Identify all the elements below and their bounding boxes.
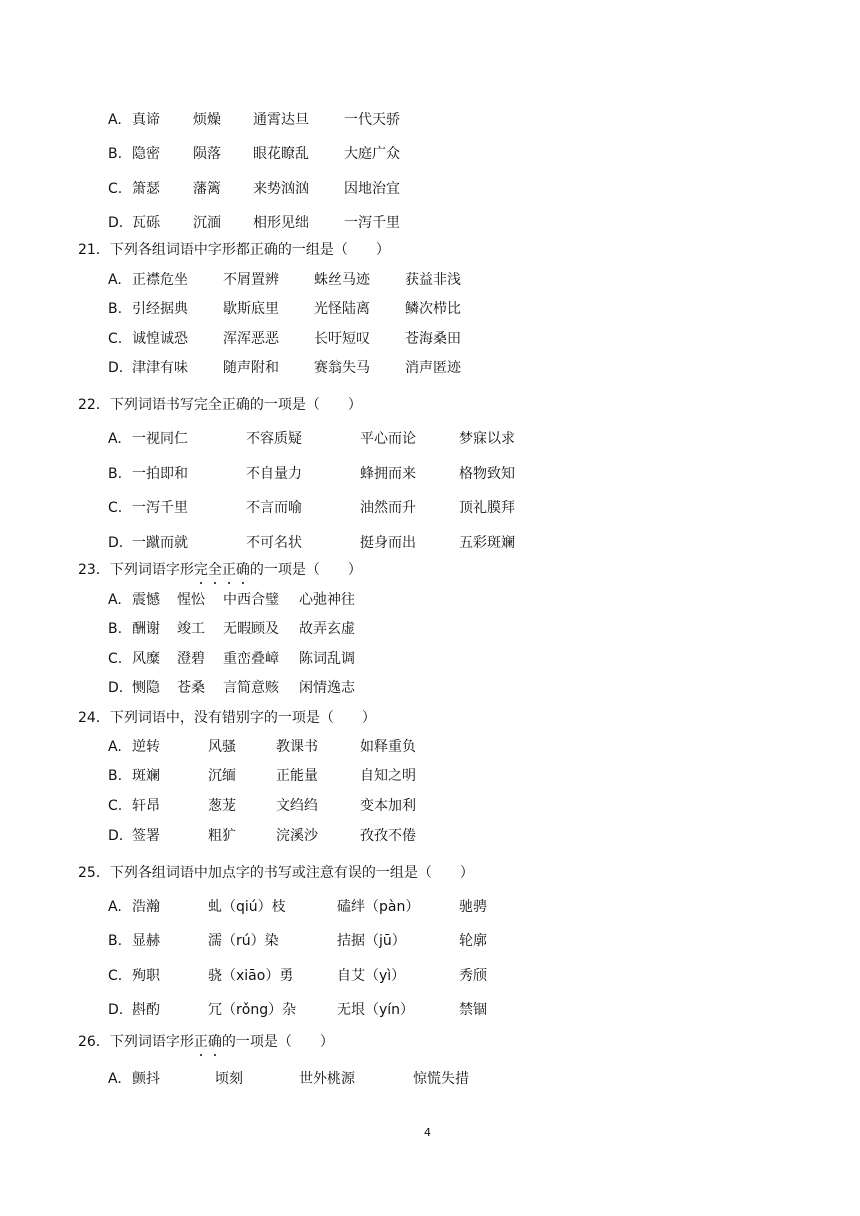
- option-word: 驰骋: [459, 899, 487, 915]
- option-label: B.: [108, 621, 123, 637]
- option-label: B.: [108, 933, 123, 949]
- option-word: 恻隐: [132, 680, 160, 696]
- page-number: 4: [424, 1126, 431, 1139]
- option-label: B.: [108, 146, 123, 162]
- stem-text: 26．下列词语字形: [78, 1034, 194, 1050]
- option-word: 相形见绌: [253, 215, 309, 231]
- dotted-char: 确: [235, 562, 250, 578]
- option-word: 虬（qiú）枝: [208, 899, 286, 915]
- option-label: D.: [108, 535, 124, 551]
- option-word: 拮据（jū）: [337, 933, 406, 949]
- option-label: C.: [108, 651, 123, 667]
- option-word: 无垠（yín）: [337, 1002, 415, 1018]
- option-word: 苍桑: [177, 680, 205, 696]
- option-label: D.: [108, 360, 124, 376]
- option-word: 浣溪沙: [276, 828, 318, 844]
- option-word: 孜孜不倦: [360, 828, 416, 844]
- dotted-char: 全: [207, 562, 222, 578]
- option-word: 油然而升: [360, 500, 416, 516]
- option-word: 格物致知: [459, 466, 515, 482]
- option-label: A.: [108, 1071, 122, 1087]
- option-word: 不可名状: [246, 535, 302, 551]
- option-word: 五彩斑斓: [459, 535, 515, 551]
- option-word: 故弄玄虚: [299, 621, 355, 637]
- option-word: 秀颀: [459, 968, 487, 984]
- option-word: 酬谢: [132, 621, 160, 637]
- option-word: 不容质疑: [246, 431, 302, 447]
- option-word: 骁（xiāo）勇: [208, 968, 294, 984]
- option-word: 惺忪: [177, 592, 205, 608]
- option-word: 冗（rǒng）杂: [208, 1002, 297, 1018]
- option-word: 平心而论: [360, 431, 416, 447]
- option-word: 濡（rú）染: [208, 933, 279, 949]
- option-word: 自艾（yì）: [337, 968, 406, 984]
- option-word: 教课书: [276, 739, 318, 755]
- option-word: 禁锢: [459, 1002, 487, 1018]
- option-label: C.: [108, 181, 123, 197]
- option-word: 蜂拥而来: [360, 466, 416, 482]
- option-word: 签署: [132, 828, 160, 844]
- option-word: 变本加利: [360, 798, 416, 814]
- dotted-char: 确: [207, 1034, 222, 1050]
- option-word: 来势汹汹: [253, 181, 309, 197]
- option-word: 梦寐以求: [459, 431, 515, 447]
- option-word: 粗犷: [208, 828, 236, 844]
- option-word: 文绉绉: [276, 798, 318, 814]
- dotted-char: 完: [193, 562, 208, 578]
- option-word: 通霄达旦: [253, 112, 309, 128]
- emphasis-dotted-text: [194, 1034, 222, 1050]
- option-word: 自知之明: [360, 768, 416, 784]
- option-label: A.: [108, 899, 122, 915]
- option-word: 斟酌: [132, 1002, 160, 1018]
- option-word: 葱茏: [208, 798, 236, 814]
- option-word: 沉缅: [208, 768, 236, 784]
- option-word: 陈词乱调: [299, 651, 355, 667]
- option-word: 消声匿迹: [405, 360, 461, 376]
- option-label: C.: [108, 798, 123, 814]
- option-word: 正襟危坐: [132, 272, 188, 288]
- option-word: 顶礼膜拜: [459, 500, 515, 516]
- option-word: 逆转: [132, 739, 160, 755]
- option-word: 轮廓: [459, 933, 487, 949]
- option-word: 不屑置辨: [223, 272, 279, 288]
- option-word: 一代天骄: [344, 112, 400, 128]
- option-word: 大庭广众: [344, 146, 400, 162]
- option-label: D.: [108, 680, 124, 696]
- option-word: 歇斯底里: [223, 301, 279, 317]
- stem-text: 的一项是（ ）: [249, 562, 362, 578]
- option-word: 颤抖: [132, 1071, 160, 1087]
- option-word: 陨落: [193, 146, 221, 162]
- dotted-char: 正: [221, 562, 236, 578]
- option-label: D.: [108, 828, 124, 844]
- option-word: 如释重负: [360, 739, 416, 755]
- option-word: 一蹴而就: [132, 535, 188, 551]
- option-word: 风糜: [132, 651, 160, 667]
- option-word: 赛翁失马: [314, 360, 370, 376]
- option-word: 浑浑恶恶: [223, 331, 279, 347]
- option-label: C.: [108, 331, 123, 347]
- option-word: 随声附和: [223, 360, 279, 376]
- option-word: 轩昂: [132, 798, 160, 814]
- option-word: 闲情逸志: [299, 680, 355, 696]
- stem-text: 的一项是（ ）: [221, 1034, 334, 1050]
- option-word: 无暇顾及: [223, 621, 279, 637]
- option-word: 引经据典: [132, 301, 188, 317]
- option-word: 心弛神往: [299, 592, 355, 608]
- option-word: 风骚: [208, 739, 236, 755]
- option-word: 眼花瞭乱: [253, 146, 309, 162]
- option-label: B.: [108, 768, 123, 784]
- dotted-char: 正: [193, 1034, 208, 1050]
- document-page: A. 真谛 烦燥 通霄达旦 一代天骄 B. 隐密 陨落 眼花瞭乱 大庭广众 C. 箫瑟 藩篱 来势汹汹 因地治宜 D. 瓦砾 沉湎 相形见绌 一泻千里 21．下列各组词语中字形都正确的一组是（ ） A. 正襟危坐 不屑置辨 蛛丝马迹 获益非浅 B. 引经据典 歇斯底里 光怪陆离 鳞次栉比 C. 诚惶诚恐 浑浑恶恶 长吁短叹 苍海桑田 D. 津津有味 随声附和 赛翁失马 消声匿迹 22．下列词语书写完全正确的一项是（ ） A. 一视同仁 不容质疑 平心而论 梦寐以求 B. 一拍即和 不自量力 蜂拥而来 格物致知 C. 一泻千里 不言而喻 油然而升 顶礼膜拜 D. 一蹴而就 不可名状 挺身而出 五彩斑斓 23．下列词语字形完全正确的一项是（ ） A. 震憾 惺忪 中西合璧 心弛神往 B. 酬谢 竣工 无暇顾及 故弄玄虚 C. 风糜 澄碧 重峦叠嶂 陈词乱调 D. 恻隐 苍桑 言简意赅 闲情逸志 24．下列词语中，没有错别字的一项是（ ） A. 逆转 风骚 教课书 如释重负 B. 斑斓 沉缅 正能量 自知之明 C. 轩昂 葱茏 文绉绉 变本加利 D. 签署 粗犷 浣溪沙 孜孜不倦 25．下列各组词语中加点字的书写或注意有误的一组是（ ） A. 浩瀚 虬（qiú）枝 磕绊（pàn） 驰骋 B. 显赫 濡（rú）染 拮据（jū） 轮廓 C. 殉职 骁（xiāo）勇 自艾（yì） 秀颀 D. 斟酌 冗（rǒng）杂 无垠（yín） 禁锢 26．下列词语字形正确的一项是（ ） A. 颤抖 顷刻 世外桃源 惊慌失措 4: [0, 0, 860, 1216]
- option-word: 顷刻: [215, 1071, 243, 1087]
- option-word: 诚惶诚恐: [132, 331, 188, 347]
- stem-text: 23．下列词语字形: [78, 562, 194, 578]
- option-label: C.: [108, 968, 123, 984]
- option-word: 烦燥: [193, 112, 221, 128]
- option-word: 津津有味: [132, 360, 188, 376]
- option-word: 苍海桑田: [405, 331, 461, 347]
- option-word: 一视同仁: [132, 431, 188, 447]
- option-word: 沉湎: [193, 215, 221, 231]
- option-word: 正能量: [276, 768, 318, 784]
- option-word: 真谛: [132, 112, 160, 128]
- option-label: A.: [108, 592, 122, 608]
- option-label: C.: [108, 500, 123, 516]
- option-word: 挺身而出: [360, 535, 416, 551]
- option-word: 一拍即和: [132, 466, 188, 482]
- option-word: 斑斓: [132, 768, 160, 784]
- option-word: 光怪陆离: [314, 301, 370, 317]
- option-word: 不言而喻: [246, 500, 302, 516]
- option-word: 因地治宜: [344, 181, 400, 197]
- option-word: 重峦叠嶂: [223, 651, 279, 667]
- option-label: A.: [108, 112, 122, 128]
- option-word: 言简意赅: [223, 680, 279, 696]
- option-label: B.: [108, 301, 123, 317]
- option-word: 惊慌失措: [413, 1071, 469, 1087]
- option-label: A.: [108, 272, 122, 288]
- option-word: 鳞次栉比: [405, 301, 461, 317]
- option-word: 澄碧: [177, 651, 205, 667]
- emphasis-dotted-text: [194, 562, 250, 578]
- option-word: 世外桃源: [299, 1071, 355, 1087]
- option-word: 获益非浅: [405, 272, 461, 288]
- option-word: 箫瑟: [132, 181, 160, 197]
- option-label: B.: [108, 466, 123, 482]
- option-word: 浩瀚: [132, 899, 160, 915]
- option-word: 显赫: [132, 933, 160, 949]
- option-label: A.: [108, 739, 122, 755]
- option-word: 藩篱: [193, 181, 221, 197]
- option-word: 隐密: [132, 146, 160, 162]
- option-word: 一泻千里: [132, 500, 188, 516]
- option-label: D.: [108, 1002, 124, 1018]
- option-word: 磕绊（pàn）: [337, 899, 420, 915]
- option-label: D.: [108, 215, 124, 231]
- option-word: 殉职: [132, 968, 160, 984]
- option-label: A.: [108, 431, 122, 447]
- option-word: 一泻千里: [344, 215, 400, 231]
- option-word: 中西合璧: [223, 592, 279, 608]
- option-word: 长吁短叹: [314, 331, 370, 347]
- option-word: 瓦砾: [132, 215, 160, 231]
- option-word: 竣工: [177, 621, 205, 637]
- option-word: 蛛丝马迹: [314, 272, 370, 288]
- option-word: 不自量力: [246, 466, 302, 482]
- option-word: 震憾: [132, 592, 160, 608]
